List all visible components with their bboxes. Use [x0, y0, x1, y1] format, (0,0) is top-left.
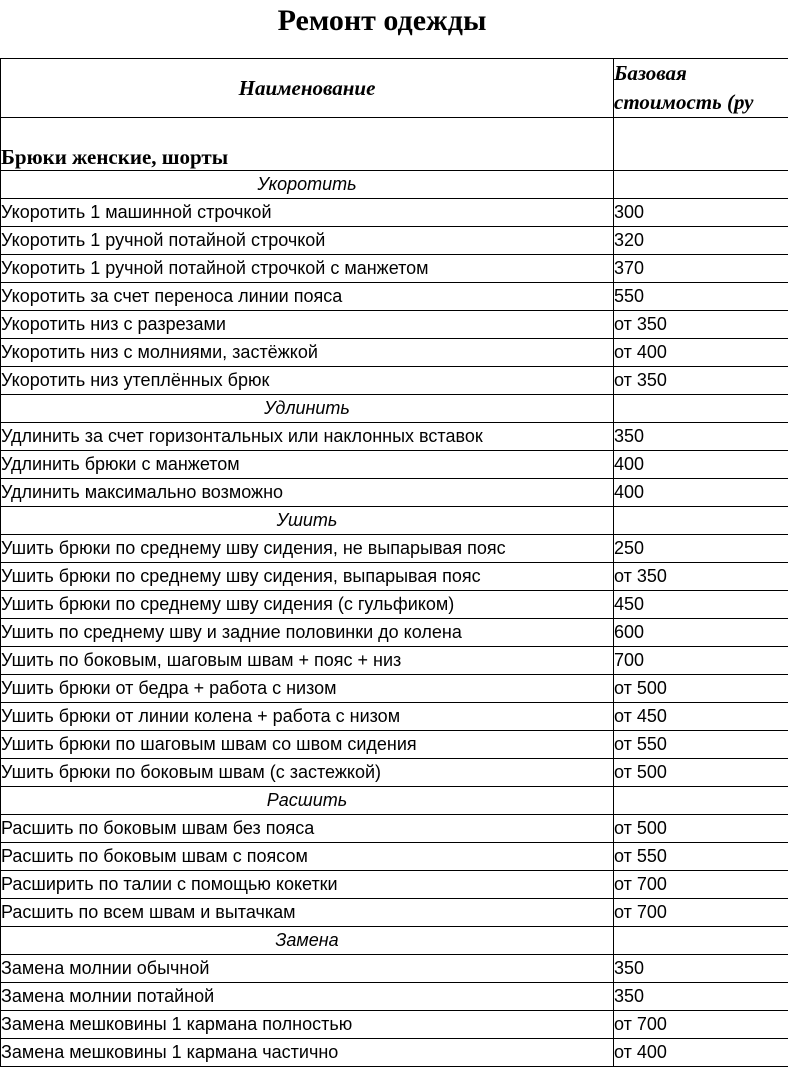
- service-price: от 350: [614, 311, 788, 339]
- service-name: Ушить брюки по шаговым швам со швом сидения: [1, 731, 614, 759]
- service-price: 350: [614, 423, 788, 451]
- service-price: 350: [614, 983, 788, 1011]
- service-price: от 700: [614, 899, 788, 927]
- table-row: [1, 255, 788, 283]
- service-name: Удлинить брюки с манжетом: [1, 451, 614, 479]
- service-name: Укоротить низ с разрезами: [1, 311, 614, 339]
- section-price-cell: [614, 171, 788, 199]
- table-header-row: [1, 59, 788, 118]
- service-name: Ушить брюки от линии колена + работа с низом: [1, 703, 614, 731]
- table-row: [1, 451, 788, 479]
- section-title: Удлинить: [1, 395, 614, 423]
- service-name: Ушить брюки по среднему шву сидения, не выпарывая пояс: [1, 535, 614, 563]
- section-price-cell: [614, 787, 788, 815]
- table-row: [1, 871, 788, 899]
- table-row: [1, 647, 788, 675]
- service-price: 400: [614, 479, 788, 507]
- table-row: [1, 955, 788, 983]
- service-name: Укоротить за счет переноса линии пояса: [1, 283, 614, 311]
- table-row: [1, 899, 788, 927]
- service-name: Замена молнии обычной: [1, 955, 614, 983]
- service-name: Ушить брюки по боковым швам (с застежкой): [1, 759, 614, 787]
- service-price: 350: [614, 955, 788, 983]
- table-row: [1, 731, 788, 759]
- service-name: Укоротить низ утеплённых брюк: [1, 367, 614, 395]
- service-price: от 350: [614, 563, 788, 591]
- service-price: от 550: [614, 731, 788, 759]
- category-title: Брюки женские, шорты: [1, 118, 614, 171]
- service-price: 370: [614, 255, 788, 283]
- service-name: Удлинить за счет горизонтальных или наклонных вставок: [1, 423, 614, 451]
- table-row: [1, 199, 788, 227]
- service-name: Расширить по талии с помощью кокетки: [1, 871, 614, 899]
- table-row: [1, 983, 788, 1011]
- table-row: [1, 759, 788, 787]
- table-row: [1, 703, 788, 731]
- service-price: от 500: [614, 759, 788, 787]
- service-price: 550: [614, 283, 788, 311]
- service-name: Замена мешковины 1 кармана частично: [1, 1039, 614, 1067]
- table-row: [1, 675, 788, 703]
- service-name: Расшить по боковым швам без пояса: [1, 815, 614, 843]
- service-name: Удлинить максимально возможно: [1, 479, 614, 507]
- price-header-line1: Базовая: [614, 61, 687, 85]
- service-name: Укоротить 1 машинной строчкой: [1, 199, 614, 227]
- service-name: Укоротить 1 ручной потайной строчкой с манжетом: [1, 255, 614, 283]
- service-price: от 500: [614, 675, 788, 703]
- page-title: Ремонт одежды: [277, 4, 487, 37]
- section-title: Расшить: [1, 787, 614, 815]
- category-row: [1, 118, 788, 171]
- service-price: от 400: [614, 1039, 788, 1067]
- service-name: Ушить по боковым, шаговым швам + пояс + низ: [1, 647, 614, 675]
- table-row: [1, 1039, 788, 1067]
- service-price: от 450: [614, 703, 788, 731]
- table-row: [1, 563, 788, 591]
- section-price-cell: [614, 927, 788, 955]
- column-header-price: [614, 59, 788, 118]
- service-price: от 400: [614, 339, 788, 367]
- service-price: от 700: [614, 871, 788, 899]
- table-body: [1, 118, 788, 1067]
- column-header-name: Наименование: [1, 59, 614, 118]
- table-row: [1, 367, 788, 395]
- service-price: от 500: [614, 815, 788, 843]
- service-price: 400: [614, 451, 788, 479]
- service-price: 300: [614, 199, 788, 227]
- table-row: [1, 479, 788, 507]
- section-title: Укоротить: [1, 171, 614, 199]
- service-name: Ушить брюки по среднему шву сидения (с гульфиком): [1, 591, 614, 619]
- service-name: Расшить по боковым швам с поясом: [1, 843, 614, 871]
- table-row: [1, 591, 788, 619]
- section-header-row: [1, 787, 788, 815]
- service-price: 450: [614, 591, 788, 619]
- section-header-row: [1, 507, 788, 535]
- table-row: [1, 535, 788, 563]
- section-header-row: [1, 395, 788, 423]
- section-price-cell: [614, 395, 788, 423]
- category-price-cell: [614, 118, 788, 171]
- service-price: от 350: [614, 367, 788, 395]
- table-row: [1, 283, 788, 311]
- service-name: Замена молнии потайной: [1, 983, 614, 1011]
- service-price: от 550: [614, 843, 788, 871]
- section-title: Замена: [1, 927, 614, 955]
- service-price: 250: [614, 535, 788, 563]
- table-row: [1, 339, 788, 367]
- price-table: [0, 58, 788, 1067]
- table-row: [1, 843, 788, 871]
- table-row: [1, 1011, 788, 1039]
- service-price: 700: [614, 647, 788, 675]
- section-header-row: [1, 171, 788, 199]
- section-header-row: [1, 927, 788, 955]
- service-price: 600: [614, 619, 788, 647]
- service-name: Ушить брюки от бедра + работа с низом: [1, 675, 614, 703]
- service-name: Замена мешковины 1 кармана полностью: [1, 1011, 614, 1039]
- service-name: Расшить по всем швам и вытачкам: [1, 899, 614, 927]
- price-header-line2: стоимость (ру: [614, 90, 754, 114]
- service-name: Укоротить низ с молниями, застёжкой: [1, 339, 614, 367]
- section-price-cell: [614, 507, 788, 535]
- table-row: [1, 619, 788, 647]
- table-row: [1, 311, 788, 339]
- service-price: 320: [614, 227, 788, 255]
- table-row: [1, 423, 788, 451]
- service-name: Укоротить 1 ручной потайной строчкой: [1, 227, 614, 255]
- service-price: от 700: [614, 1011, 788, 1039]
- section-title: Ушить: [1, 507, 614, 535]
- service-name: Ушить по среднему шву и задние половинки до колена: [1, 619, 614, 647]
- table-row: [1, 815, 788, 843]
- service-name: Ушить брюки по среднему шву сидения, выпарывая пояс: [1, 563, 614, 591]
- table-row: [1, 227, 788, 255]
